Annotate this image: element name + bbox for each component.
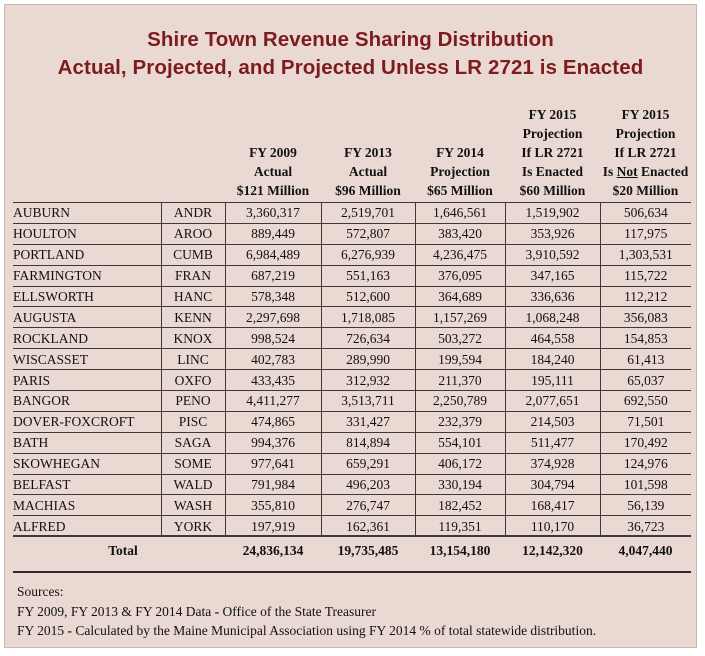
- fy2015-not-enacted-cell: 101,598: [600, 474, 691, 495]
- fy2009-cell: 791,984: [225, 474, 321, 495]
- fy2013-cell: 162,361: [321, 516, 415, 537]
- fy2013-cell: 659,291: [321, 453, 415, 474]
- fy2015-enacted-cell: 168,417: [505, 495, 600, 516]
- header-code: [161, 105, 225, 203]
- fy2015-not-enacted-cell: 1,303,531: [600, 244, 691, 265]
- total-bottom-rule: [13, 571, 691, 573]
- sources-block: [17, 582, 596, 641]
- fy2013-cell: 276,747: [321, 495, 415, 516]
- total-separator: [13, 535, 691, 536]
- fy2015-not-enacted-cell: 115,722: [600, 265, 691, 286]
- distribution-table: [13, 105, 691, 537]
- fy2015-enacted-cell: 184,240: [505, 349, 600, 370]
- town-cell: MACHIAS: [13, 495, 161, 516]
- fy2014-cell: 182,452: [415, 495, 505, 516]
- fy2013-cell: 512,600: [321, 286, 415, 307]
- header-fy2015a-line: $60 Million: [519, 183, 586, 198]
- town-cell: SKOWHEGAN: [13, 453, 161, 474]
- table-row: [13, 223, 691, 244]
- table-row: [13, 328, 691, 349]
- county-code-cell: AROO: [161, 223, 225, 244]
- fy2015-enacted-cell: 2,077,651: [505, 391, 600, 412]
- header-fy2013: [321, 105, 415, 203]
- fy2015-not-enacted-cell: 61,413: [600, 349, 691, 370]
- total-fy2015-not-enacted: 4,047,440: [618, 543, 673, 558]
- town-cell: DOVER-FOXCROFT: [13, 411, 161, 432]
- header-fy2015a-line: If LR 2721: [521, 145, 584, 160]
- fy2014-cell: 4,236,475: [415, 244, 505, 265]
- sources-line-2-prefix: FY 2015: [17, 623, 65, 638]
- fy2014-cell: 199,594: [415, 349, 505, 370]
- header-fy2015b-not: Not: [616, 164, 638, 179]
- fy2015-enacted-cell: 374,928: [505, 453, 600, 474]
- fy2013-cell: 289,990: [321, 349, 415, 370]
- fy2013-cell: 331,427: [321, 411, 415, 432]
- fy2015-not-enacted-cell: 124,976: [600, 453, 691, 474]
- town-cell: HOULTON: [13, 223, 161, 244]
- header-fy2015a-line: FY 2015: [528, 107, 577, 122]
- fy2013-cell: 496,203: [321, 474, 415, 495]
- total-fy2015-enacted: 12,142,320: [522, 543, 583, 558]
- header-fy2013-line: $96 Million: [335, 183, 401, 198]
- county-code-cell: HANC: [161, 286, 225, 307]
- header-fy2015b-line: Projection: [615, 126, 676, 141]
- table-row: [13, 349, 691, 370]
- header-fy2009-line: Actual: [253, 164, 293, 179]
- table-row: [13, 307, 691, 328]
- fy2009-cell: 994,376: [225, 432, 321, 453]
- fy2015-not-enacted-cell: 65,037: [600, 370, 691, 391]
- fy2009-cell: 889,449: [225, 223, 321, 244]
- header-fy2015-not-enacted: [600, 105, 691, 203]
- table-body: [13, 203, 691, 537]
- town-cell: BELFAST: [13, 474, 161, 495]
- header-fy2015b-line: [602, 162, 689, 181]
- fy2009-cell: 402,783: [225, 349, 321, 370]
- sources-heading: Sources:: [17, 584, 64, 599]
- county-code-cell: CUMB: [161, 244, 225, 265]
- town-cell: FARMINGTON: [13, 265, 161, 286]
- header-fy2015b-line: If LR 2721: [614, 145, 677, 160]
- header-fy2015-enacted: [505, 105, 600, 203]
- fy2014-cell: 503,272: [415, 328, 505, 349]
- town-cell: ELLSWORTH: [13, 286, 161, 307]
- fy2015-enacted-cell: 195,111: [505, 370, 600, 391]
- town-cell: ROCKLAND: [13, 328, 161, 349]
- fy2015-enacted-cell: 336,636: [505, 286, 600, 307]
- document-panel: [4, 4, 697, 648]
- fy2009-cell: 578,348: [225, 286, 321, 307]
- fy2015-enacted-cell: 110,170: [505, 516, 600, 537]
- sources-line-2: [17, 621, 596, 641]
- fy2015-enacted-cell: 3,910,592: [505, 244, 600, 265]
- fy2009-cell: 4,411,277: [225, 391, 321, 412]
- fy2013-cell: 572,807: [321, 223, 415, 244]
- sources-line-2-rest: Calculated by the Maine Municipal Association using FY 2014 % of total statewide distribution.: [75, 623, 597, 638]
- fy2014-cell: 119,351: [415, 516, 505, 537]
- fy2015-not-enacted-cell: 506,634: [600, 203, 691, 224]
- county-code-cell: PENO: [161, 391, 225, 412]
- fy2014-cell: 554,101: [415, 432, 505, 453]
- fy2014-cell: 2,250,789: [415, 391, 505, 412]
- header-fy2015a-line: Is Enacted: [521, 164, 584, 179]
- fy2014-cell: 1,646,561: [415, 203, 505, 224]
- fy2015-enacted-cell: 511,477: [505, 432, 600, 453]
- fy2014-cell: 376,095: [415, 265, 505, 286]
- fy2009-cell: 687,219: [225, 265, 321, 286]
- fy2015-not-enacted-cell: 170,492: [600, 432, 691, 453]
- fy2015-not-enacted-cell: 692,550: [600, 391, 691, 412]
- fy2014-cell: 232,379: [415, 411, 505, 432]
- county-code-cell: LINC: [161, 349, 225, 370]
- fy2014-cell: 211,370: [415, 370, 505, 391]
- header-fy2015b-line: $20 Million: [612, 183, 679, 198]
- fy2015-enacted-cell: 464,558: [505, 328, 600, 349]
- fy2009-cell: 6,984,489: [225, 244, 321, 265]
- header-fy2014: [415, 105, 505, 203]
- fy2015-enacted-cell: 353,926: [505, 223, 600, 244]
- fy2013-cell: 2,519,701: [321, 203, 415, 224]
- fy2015-not-enacted-cell: 71,501: [600, 411, 691, 432]
- total-label: Total: [108, 543, 138, 558]
- county-code-cell: SAGA: [161, 432, 225, 453]
- fy2013-cell: 726,634: [321, 328, 415, 349]
- header-fy2014-line: $65 Million: [427, 183, 493, 198]
- table-row: [13, 432, 691, 453]
- header-fy2015b-is: Is: [602, 164, 614, 179]
- table-row: [13, 495, 691, 516]
- fy2015-enacted-cell: 1,068,248: [505, 307, 600, 328]
- fy2009-cell: 474,865: [225, 411, 321, 432]
- fy2014-cell: 364,689: [415, 286, 505, 307]
- table-row: [13, 265, 691, 286]
- fy2015-enacted-cell: 214,503: [505, 411, 600, 432]
- title-line-2: Actual, Projected, and Projected Unless LR 2721 is Enacted: [57, 56, 644, 79]
- fy2015-enacted-cell: 347,165: [505, 265, 600, 286]
- fy2015-not-enacted-cell: 117,975: [600, 223, 691, 244]
- table-row: [13, 244, 691, 265]
- sources-line-1: [17, 602, 596, 622]
- sources-line-1-sep: -: [211, 603, 223, 619]
- fy2009-cell: 2,297,698: [225, 307, 321, 328]
- total-fy2014: 13,154,180: [429, 543, 491, 558]
- fy2015-not-enacted-cell: 112,212: [600, 286, 691, 307]
- fy2014-cell: 330,194: [415, 474, 505, 495]
- county-code-cell: WASH: [161, 495, 225, 516]
- header-fy2015b-line: FY 2015: [621, 107, 670, 122]
- fy2014-cell: 406,172: [415, 453, 505, 474]
- fy2013-cell: 6,276,939: [321, 244, 415, 265]
- county-code-cell: FRAN: [161, 265, 225, 286]
- fy2009-cell: 977,641: [225, 453, 321, 474]
- table-row: [13, 370, 691, 391]
- fy2013-cell: 551,163: [321, 265, 415, 286]
- town-cell: PARIS: [13, 370, 161, 391]
- title-line-1: Shire Town Revenue Sharing Distribution: [147, 28, 554, 51]
- county-code-cell: PISC: [161, 411, 225, 432]
- header-fy2015b-enacted: Enacted: [641, 164, 689, 179]
- county-code-cell: ANDR: [161, 203, 225, 224]
- fy2009-cell: 433,435: [225, 370, 321, 391]
- header-fy2013-line: FY 2013: [344, 145, 392, 160]
- table-row: [13, 516, 691, 537]
- town-cell: WISCASSET: [13, 349, 161, 370]
- town-cell: AUGUSTA: [13, 307, 161, 328]
- county-code-cell: KNOX: [161, 328, 225, 349]
- sources-line-2-sep: -: [64, 623, 76, 638]
- total-row: [13, 543, 691, 563]
- county-code-cell: KENN: [161, 307, 225, 328]
- fy2009-cell: 998,524: [225, 328, 321, 349]
- county-code-cell: SOME: [161, 453, 225, 474]
- table-row: [13, 474, 691, 495]
- fy2009-cell: 355,810: [225, 495, 321, 516]
- table-row: [13, 203, 691, 224]
- county-code-cell: WALD: [161, 474, 225, 495]
- town-cell: BANGOR: [13, 391, 161, 412]
- sources-line-1-rest: Office of the State Treasurer: [222, 603, 376, 619]
- county-code-cell: YORK: [161, 516, 225, 537]
- fy2015-not-enacted-cell: 36,723: [600, 516, 691, 537]
- fy2013-cell: 312,932: [321, 370, 415, 391]
- header-fy2009-line: $121 Million: [236, 183, 310, 198]
- table-row: [13, 453, 691, 474]
- county-code-cell: OXFO: [161, 370, 225, 391]
- fy2015-enacted-cell: 1,519,902: [505, 203, 600, 224]
- fy2015-not-enacted-cell: 356,083: [600, 307, 691, 328]
- table-row: [13, 411, 691, 432]
- fy2015-enacted-cell: 304,794: [505, 474, 600, 495]
- fy2009-cell: 3,360,317: [225, 203, 321, 224]
- town-cell: ALFRED: [13, 516, 161, 537]
- town-cell: BATH: [13, 432, 161, 453]
- fy2009-cell: 197,919: [225, 516, 321, 537]
- town-cell: PORTLAND: [13, 244, 161, 265]
- header-fy2015a-line: Projection: [522, 126, 583, 141]
- header-fy2013-line: Actual: [348, 164, 388, 179]
- header-fy2009-line: FY 2009: [249, 145, 297, 160]
- header-fy2014-line: Projection: [430, 164, 490, 179]
- total-fy2009: 24,836,134: [242, 543, 304, 558]
- fy2015-not-enacted-cell: 56,139: [600, 495, 691, 516]
- table-row: [13, 391, 691, 412]
- header-row: [13, 105, 691, 203]
- fy2014-cell: 383,420: [415, 223, 505, 244]
- header-fy2009: [225, 105, 321, 203]
- fy2013-cell: 3,513,711: [321, 391, 415, 412]
- table-row: [13, 286, 691, 307]
- fy2015-not-enacted-cell: 154,853: [600, 328, 691, 349]
- header-fy2014-line: FY 2014: [436, 145, 484, 160]
- header-town: [13, 105, 161, 203]
- fy2014-cell: 1,157,269: [415, 307, 505, 328]
- total-fy2013: 19,735,485: [337, 543, 399, 558]
- fy2013-cell: 1,718,085: [321, 307, 415, 328]
- sources-line-1-prefix: FY 2009, FY 2013 & FY 2014 Data: [17, 603, 212, 619]
- fy2013-cell: 814,894: [321, 432, 415, 453]
- town-cell: AUBURN: [13, 203, 161, 224]
